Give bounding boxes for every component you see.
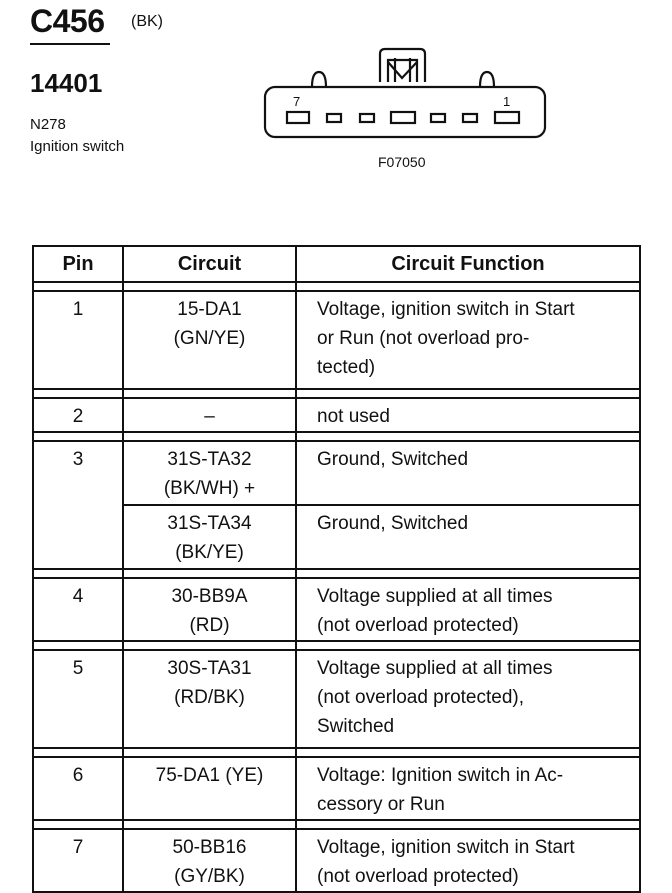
function-line: (not overload protected) [317,866,519,887]
pin-cavity-3 [431,114,445,122]
function-line: Voltage, ignition switch in Start [317,837,575,858]
circuit-line: (GY/BK) [174,866,245,887]
part-number: 14401 [30,68,103,98]
function-line: (not overload protected) [317,615,519,636]
pin-number: 6 [33,757,123,820]
component-name: Ignition switch [30,138,125,155]
pin-number: 7 [33,829,123,892]
circuit-line: 15-DA1 [177,299,242,320]
circuit-line: 31S-TA34 [167,513,252,534]
header-circuit: Circuit [123,246,296,282]
function-cell [296,505,640,569]
circuit-cell [123,757,296,820]
table-row [33,505,640,569]
circuit-line: 50-BB16 [172,837,247,858]
circuit-line: – [204,406,215,427]
function-line: cessory or Run [317,794,445,815]
function-cell [296,441,640,505]
circuit-cell [123,505,296,569]
pin-cavity-4 [391,112,415,123]
function-line: Voltage, ignition switch in Start [317,299,575,320]
pin-number: 4 [33,578,123,641]
function-line: Ground, Switched [317,449,469,470]
pin-table [32,245,641,893]
circuit-cell [123,650,296,748]
circuit-cell [123,441,296,505]
pin-label-left: 7 [293,94,301,109]
connector-bump-right [480,72,494,87]
table-row [33,578,640,641]
connector-id-underline [30,43,110,45]
function-line: Ground, Switched [317,513,469,534]
connector-bump-left [312,72,326,87]
circuit-line: (BK/YE) [175,542,244,563]
function-cell [296,398,640,432]
circuit-line: 30-BB9A [171,586,248,607]
table-row [33,829,640,892]
table-header-row [33,246,640,282]
function-line: Voltage: Ignition switch in Ac- [317,765,564,786]
pin-number: 2 [33,398,123,432]
pin-cavity-1 [495,112,519,123]
function-line: not used [317,406,390,427]
circuit-line: 75-DA1 (YE) [155,765,264,786]
header-pin: Pin [33,246,123,282]
circuit-line: 31S-TA32 [167,449,252,470]
pin-number: 1 [33,291,123,389]
function-line: tected) [317,357,376,378]
pin-label-right: 1 [503,94,511,109]
circuit-line: (RD/BK) [174,687,245,708]
function-line: (not overload protected), [317,687,525,708]
pin-number: 5 [33,650,123,748]
function-line: Voltage supplied at all times [317,586,553,607]
component-code: N278 [30,116,66,133]
pin-cavity-5 [360,114,374,122]
function-cell [296,829,640,892]
circuit-line: (RD) [189,615,230,636]
connector-color: (BK) [131,13,163,30]
circuit-cell [123,829,296,892]
connector-face-diagram [255,42,555,152]
circuit-line: (GN/YE) [173,328,246,349]
function-line: Switched [317,716,395,737]
circuit-cell [123,291,296,389]
header-function: Circuit Function [296,246,640,282]
pin-cavity-2 [463,114,477,122]
table-row [33,398,640,432]
table-row [33,441,640,505]
figure-code: F07050 [378,154,426,170]
function-cell [296,650,640,748]
function-line: or Run (not overload pro- [317,328,530,349]
circuit-line: (BK/WH) + [163,478,256,499]
table-row [33,650,640,748]
function-cell [296,757,640,820]
circuit-line: 30S-TA31 [167,658,252,679]
pin-number: 3 [33,441,123,569]
connector-id: C456 [30,3,105,39]
circuit-cell [123,578,296,641]
table-row [33,291,640,389]
function-cell [296,291,640,389]
pin-cavity-6 [327,114,341,122]
pin-cavity-7 [287,112,309,123]
function-line: Voltage supplied at all times [317,658,553,679]
function-cell [296,578,640,641]
circuit-cell [123,398,296,432]
table-row [33,757,640,820]
